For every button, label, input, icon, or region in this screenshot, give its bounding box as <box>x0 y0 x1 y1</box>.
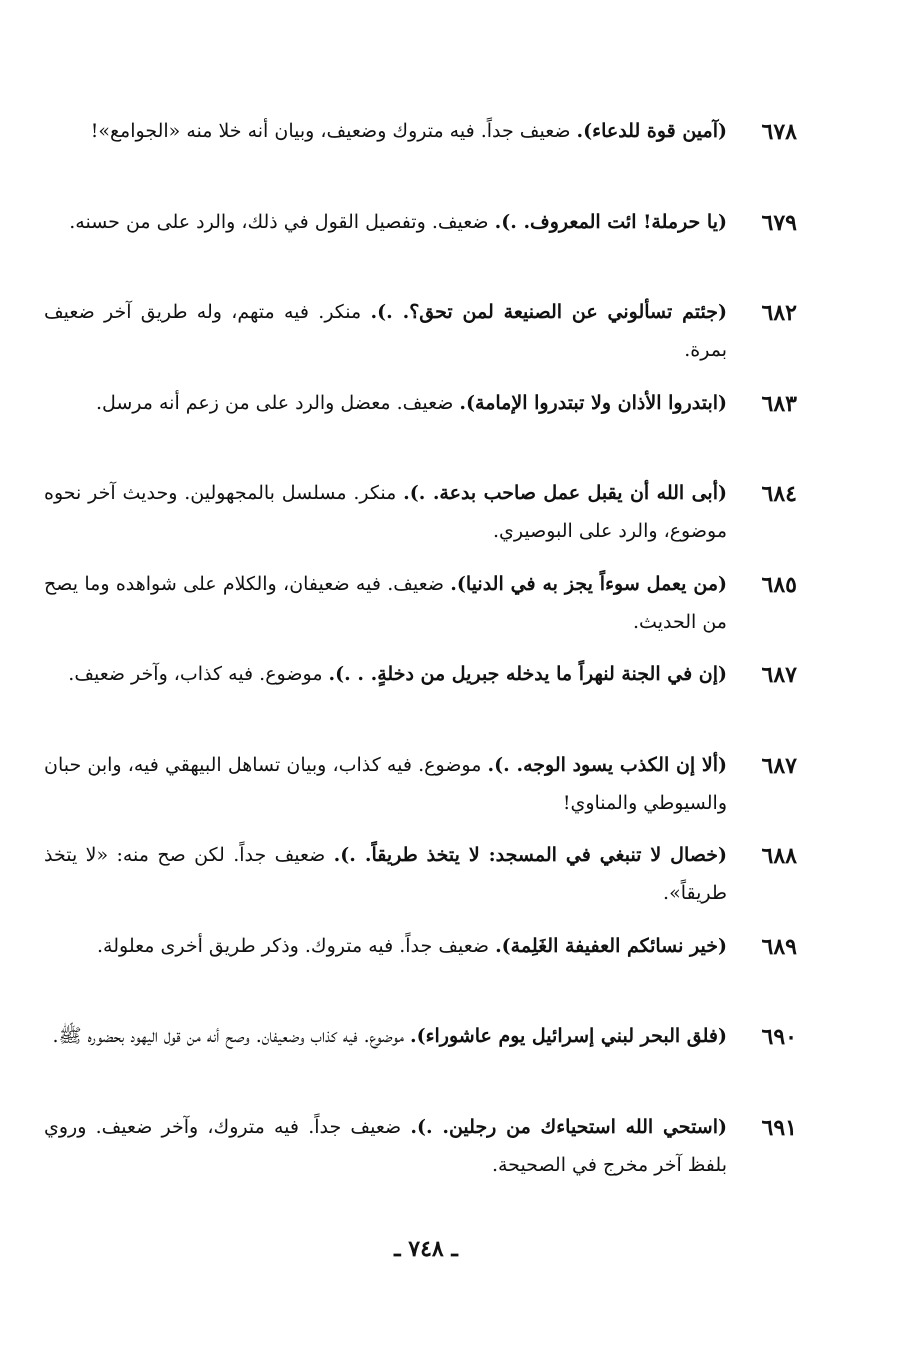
entry-body: ضعيف جداً. فيه متروك، وآخر ضعيف. وروي بلفظ آخر مخرج في الصحيحة. <box>44 1115 727 1176</box>
entry-number: ٦٩١ <box>761 1114 797 1141</box>
entry <box>44 112 797 203</box>
entry-number: ٦٨٩ <box>761 933 797 960</box>
entry-text <box>44 746 727 822</box>
entry-number: ٦٨٤ <box>761 481 797 507</box>
entry-title: (يا حرملة! ائت المعروف. .). <box>494 210 727 233</box>
entry-text <box>44 1017 727 1055</box>
page-number: ـ ٧٤٨ ـ <box>394 1236 458 1262</box>
entry-title: (ابتدروا الأذان ولا تبتدروا الإمامة). <box>459 391 727 414</box>
entry <box>44 836 797 927</box>
entry-body: ضعيف. فيه ضعيفان، والكلام على شواهده وما يصح من الحديث. <box>44 572 727 633</box>
entry-body: ضعيف. معضل والرد على من زعم أنه مرسل. <box>95 391 460 414</box>
entry-number: ٦٨٣ <box>761 390 797 417</box>
entry-title: (استحي الله استحياءك من رجلين. .). <box>410 1115 727 1138</box>
entry-title: (من يعمل سوءاً يجز به في الدنيا). <box>450 572 727 595</box>
entry-number: ٦٧٩ <box>761 209 797 236</box>
entry-number: ٦٨٧ <box>761 752 797 779</box>
entry-text <box>44 112 727 150</box>
entry-text <box>44 384 727 422</box>
entry <box>44 203 797 294</box>
entry-title: (أبى الله أن يقبل عمل صاحب بدعة. .). <box>403 482 727 504</box>
entry-body: موضوع. فيه كذاب وضعيفان. وصح أنه من قول اليهود بحضوره ﷺ. <box>52 1025 410 1047</box>
entry-text <box>44 474 727 550</box>
entry <box>44 474 797 565</box>
entry-title: (جئتم تسألوني عن الصنيعة لمن تحق؟. .). <box>370 301 728 323</box>
entry-text <box>44 927 727 965</box>
entry-title: (ألا إن الكذب يسود الوجه. .). <box>487 753 727 776</box>
entry-number: ٦٨٨ <box>761 843 797 869</box>
entry-body: موضوع. فيه كذاب، وبيان تساهل البيهقي فيه، وابن حبان والسيوطي والمناوي! <box>44 753 727 814</box>
entry-title: (خير نسائكم العفيفة الغَلِمة). <box>495 934 727 957</box>
entry-text <box>44 293 727 369</box>
entry-number: ٦٧٨ <box>761 119 797 145</box>
entry-body: ضعيف. وتفصيل القول في ذلك، والرد على من حسنه. <box>69 210 495 233</box>
entry <box>44 1017 797 1108</box>
entry-title: (خصال لا تنبغي في المسجد: لا يتخذ طريقاً. .). <box>333 844 727 866</box>
entry-title: (إن في الجنة لنهراً ما يدخله جبريل من دخلةٍ. . .). <box>328 663 727 685</box>
entry <box>44 746 797 837</box>
entry-text <box>44 203 727 241</box>
entry-text <box>44 836 727 912</box>
entry-body: منكر. مسلسل بالمجهولين. وحديث آخر نحوه موضوع، والرد على البوصيري. <box>44 482 727 542</box>
entries-list <box>44 112 797 1198</box>
entry <box>44 384 797 475</box>
entry-number: ٦٨٧ <box>761 662 797 688</box>
entry-text <box>44 1108 727 1184</box>
entry-number: ٦٩٠ <box>761 1024 797 1050</box>
entry-title: (فلق البحر لبني إسرائيل يوم عاشوراء). <box>409 1025 727 1047</box>
entry-body: ضعيف جداً. لكن صح منه: «لا يتخذ طريقاً». <box>44 844 727 904</box>
entry <box>44 655 797 746</box>
entry <box>44 1108 797 1199</box>
entry <box>44 927 797 1018</box>
entry-body: ضعيف جداً. فيه متروك وضعيف، وبيان أنه خلا منه «الجوامع»! <box>90 120 577 142</box>
entry-title: (آمين قوة للدعاء). <box>576 120 727 142</box>
entry-body: منكر. فيه متهم، وله طريق آخر ضعيف بمرة. <box>44 301 727 361</box>
entry <box>44 565 797 656</box>
entry-number: ٦٨٢ <box>761 300 797 326</box>
entry-text <box>44 565 727 641</box>
entry-body: ضعيف جداً. فيه متروك. وذكر طريق أخرى معلولة. <box>96 934 496 957</box>
entry-number: ٦٨٥ <box>761 571 797 598</box>
entry-text <box>44 655 727 693</box>
entry <box>44 293 797 384</box>
entry-body: موضوع. فيه كذاب، وآخر ضعيف. <box>68 663 329 685</box>
